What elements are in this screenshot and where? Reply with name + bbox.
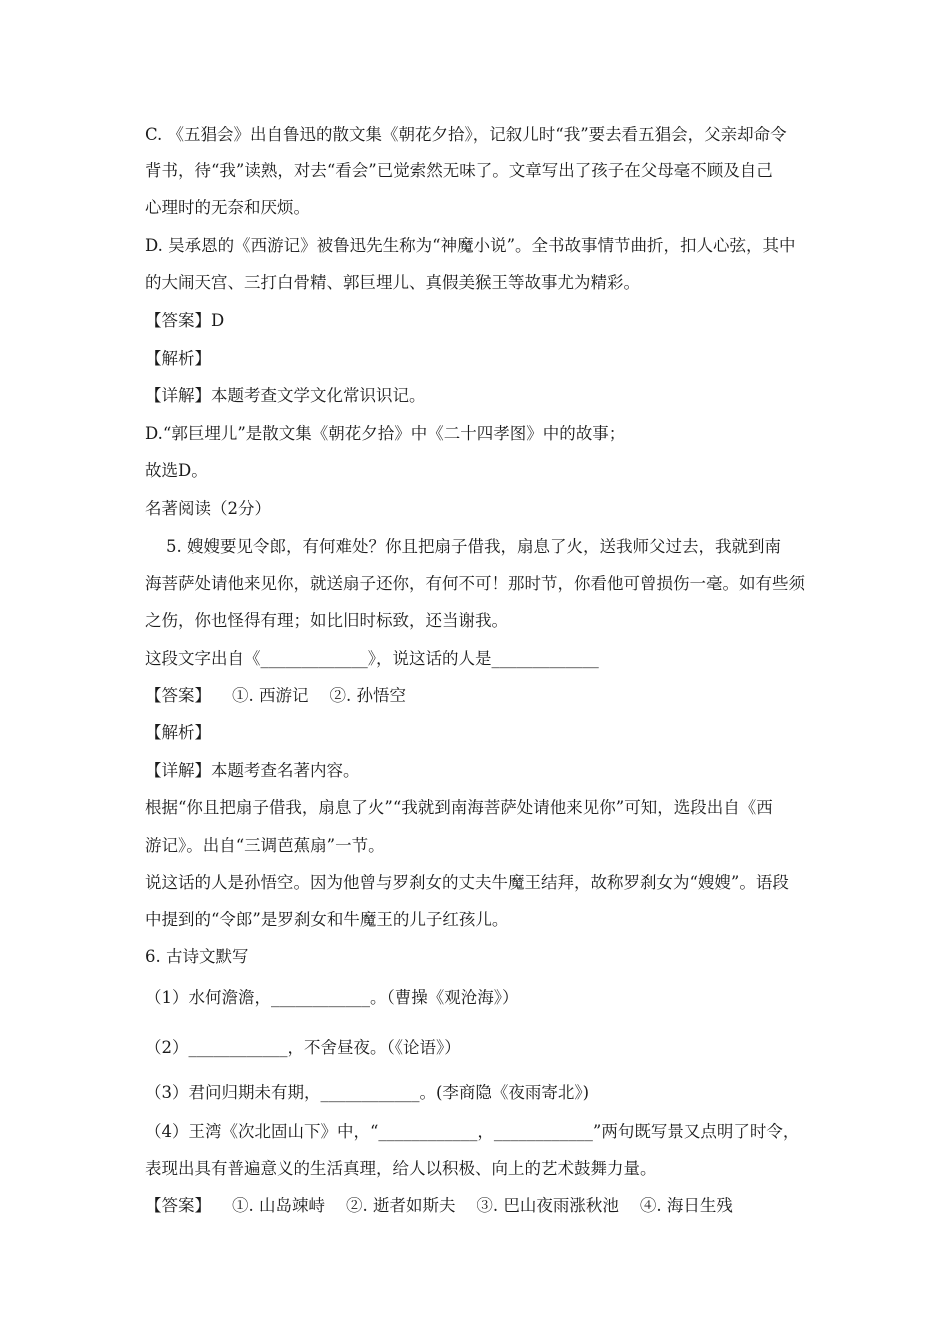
text-line: 名著阅读（2分）	[145, 499, 271, 518]
text-line: 6. 古诗文默写	[145, 947, 249, 966]
text-line: 【详解】本题考查名著内容。	[145, 761, 360, 780]
text-line: 表现出具有普遍意义的生活真理，给人以积极、向上的艺术鼓舞力量。	[145, 1159, 657, 1178]
text-line: 背书，待“我”读熟，对去“看会”已觉索然无味了。文章写出了孩子在父母毫不顾及自己	[145, 161, 773, 180]
text-line: 海菩萨处请他来见你，就送扇子还你，有何不可！那时节，你看他可曾损伤一毫。如有些须	[145, 574, 805, 593]
text-line: 之伤，你也怪得有理；如比旧时标致，还当谢我。	[145, 611, 508, 630]
text-line: D. 吴承恩的《西游记》被鲁迅先生称为“神魔小说”。全书故事情节曲折，扣人心弦，其中	[145, 236, 796, 255]
text-line: 说这话的人是孙悟空。因为他曾与罗刹女的丈夫牛魔王结拜，故称罗刹女为“嫂嫂”。语段	[145, 873, 789, 892]
text-line: 故选D。	[145, 461, 208, 480]
text-line: 游记》。出自“三调芭蕉扇”一节。	[145, 836, 385, 855]
text-line: 【详解】本题考查文学文化常识识记。	[145, 386, 426, 405]
text-line: （2）____________，不舍昼夜。（《论语》）	[145, 1038, 461, 1057]
text-line: （4）王湾《次北固山下》中，“____________，____________”两句既写景又点明了时令，	[145, 1122, 800, 1141]
text-line: 的大闹天宫、三打白骨精、郭巨埋儿、真假美猴王等故事尤为精彩。	[145, 273, 640, 292]
text-line: （1）水何澹澹，____________。（曹操《观沧海》）	[145, 988, 519, 1007]
text-line: 【答案】 ①. 山岛竦峙 ②. 逝者如斯夫 ③. 巴山夜雨涨秋池 ④. 海日生残	[145, 1196, 733, 1215]
text-line: C. 《五猖会》出自鲁迅的散文集《朝花夕拾》，记叙儿时“我”要去看五猖会，父亲却命令	[145, 125, 787, 144]
text-line: 这段文字出自《_____________》，说这话的人是_____________	[145, 649, 599, 668]
text-line: 心理时的无奈和厌烦。	[145, 198, 310, 217]
text-line: 【答案】D	[145, 311, 225, 330]
text-line: 5. 嫂嫂要见令郎，有何难处？你且把扇子借我，扇息了火，送我师父过去，我就到南	[145, 537, 781, 556]
text-line: 【解析】	[145, 349, 211, 368]
text-line: D.“郭巨埋儿”是散文集《朝花夕拾》中《二十四孝图》中的故事；	[145, 424, 626, 443]
text-line: （3）君问归期未有期，____________。(李商隐《夜雨寄北》)	[145, 1083, 590, 1102]
text-line: 【解析】	[145, 723, 211, 742]
text-line: 根据“你且把扇子借我，扇息了火”“我就到南海菩萨处请他来见你”可知，选段出自《西	[145, 798, 773, 817]
text-line: 中提到的“令郎”是罗刹女和牛魔王的儿子红孩儿。	[145, 910, 509, 929]
text-line: 【答案】 ①. 西游记 ②. 孙悟空	[145, 686, 406, 705]
